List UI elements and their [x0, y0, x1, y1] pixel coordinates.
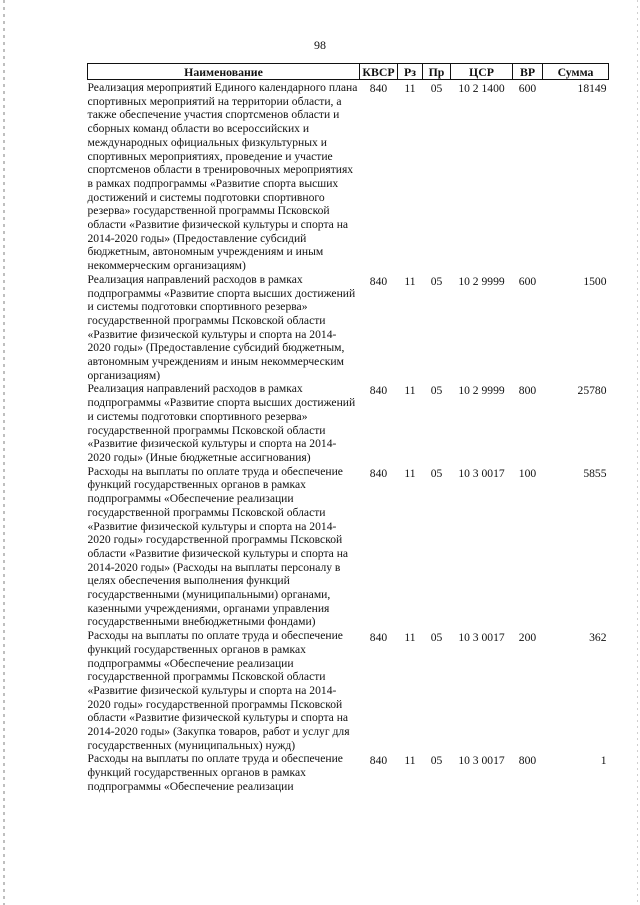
row-vr: 800 — [518, 754, 537, 768]
row-name — [88, 629, 360, 752]
row-pr: 05 — [430, 384, 443, 398]
row-name — [88, 80, 360, 273]
row-rz: 11 — [404, 754, 416, 768]
row-sum: 5855 — [583, 466, 607, 480]
table-row — [88, 752, 609, 793]
row-csr: 10 3 0017 — [458, 631, 505, 645]
header-row — [88, 64, 609, 80]
row-kvsr: 840 — [369, 82, 388, 95]
row-rz: 11 — [404, 274, 416, 288]
row-vr: 100 — [518, 466, 537, 480]
row-pr: 05 — [430, 274, 443, 288]
row-name — [88, 465, 360, 629]
row-name — [88, 273, 360, 383]
header-rz: Рз — [398, 64, 423, 80]
row-name — [88, 382, 360, 464]
row-vr: 800 — [518, 384, 537, 398]
row-name-text: Реализация направлений расходов в рамках подпрограммы «Развитие спорта высших достижений и системы подготовки спортивного резерва» государственной программы Псковской области «Развитие физической культуры и спорта на 2014-2020 годы» (Иные бюджетные ассигнования) — [87, 382, 356, 464]
row-sum: 25780 — [577, 384, 607, 398]
header-kvsr: КВСР — [360, 64, 398, 80]
row-csr: 10 2 9999 — [458, 384, 505, 398]
row-csr: 10 3 0017 — [458, 754, 505, 768]
scan-edge-left — [3, 0, 5, 905]
row-csr: 10 3 0017 — [458, 466, 505, 480]
row-rz: 11 — [404, 631, 416, 645]
row-pr: 05 — [430, 631, 443, 645]
table-header — [88, 64, 609, 80]
row-vr: 200 — [518, 631, 537, 645]
row-kvsr: 840 — [369, 274, 388, 288]
row-name-text: Реализация мероприятий Единого календарного плана спортивных мероприятий на территории области, а также обеспечение участия спортсменов области и сборных команд области во всероссийских и международных официальных физкультурных и спортивных мероприятиях, проведение и участие спортсменов области в тренировочных мероприятиях в рамках подпрограммы «Развитие спорта высших достижений и системы подготовки спортивного резерва» государственной программы Псковской области «Развитие физической культуры и спорта на 2014-2020 годы» (Предоставление субсидий бюджетным, автономным учреждениям и иным некоммерческим организациям) — [87, 81, 358, 273]
table-row — [88, 465, 609, 629]
page-number: 98 — [314, 38, 326, 52]
header-name: Наименование — [88, 64, 360, 80]
row-csr: 10 2 1400 — [458, 82, 505, 95]
row-rz: 11 — [404, 466, 416, 480]
header-pr: Пр — [423, 64, 451, 80]
table-row — [88, 273, 609, 383]
row-name-text: Расходы на выплаты по оплате труда и обеспечение функций государственных органов в рамках подпрограммы «Обеспечение реализации государственной программы Псковской области «Развитие физической культуры и спорта на 2014-2020 годы» государственной программы Псковской области «Развитие физической культуры и спорта на 2014-2020 годы» (Закупка товаров, работ и услуг для государственных (муниципальных) нужд) — [87, 629, 350, 752]
row-vr: 600 — [518, 82, 537, 95]
row-kvsr: 840 — [369, 384, 388, 398]
row-name-text: Расходы на выплаты по оплате труда и обеспечение функций государственных органов в рамках подпрограммы «Обеспечение реализации — [87, 752, 343, 793]
row-pr: 05 — [430, 82, 443, 95]
table-row — [88, 80, 609, 273]
row-name-text: Реализация направлений расходов в рамках подпрограммы «Развитие спорта высших достижений и системы подготовки спортивного резерва» государственной программы Псковской области «Развитие физической культуры и спорта на 2014-2020 годы» (Предоставление субсидий бюджетным, автономным учреждениям и иным некоммерческим организациям) — [87, 272, 356, 382]
row-rz: 11 — [404, 384, 416, 398]
row-name-text: Расходы на выплаты по оплате труда и обеспечение функций государственных органов в рамках подпрограммы «Обеспечение реализации государственной программы Псковской области «Развитие физической культуры и спорта на 2014-2020 годы» государственной программы Псковской области «Развитие физической культуры и спорта на 2014-2020 годы» (Расходы на выплаты персоналу в целях обеспечения выполнения функций государственными (муниципальными) органами, казенными учреждениями, органами управления государственными внебюджетными фондами) — [87, 464, 349, 629]
row-name — [88, 752, 360, 793]
row-pr: 05 — [430, 466, 443, 480]
table-row — [88, 629, 609, 752]
row-sum: 18149 — [577, 82, 607, 95]
header-sum: Сумма — [543, 64, 609, 80]
header-vr: ВР — [513, 64, 543, 80]
row-sum: 1500 — [583, 274, 607, 288]
row-rz: 11 — [404, 82, 416, 95]
row-csr: 10 2 9999 — [458, 274, 505, 288]
scan-edge-right — [637, 0, 638, 905]
table-body — [88, 80, 609, 794]
table-row — [88, 382, 609, 464]
header-csr: ЦСР — [451, 64, 513, 80]
budget-table — [87, 63, 609, 794]
row-kvsr: 840 — [369, 754, 388, 768]
row-pr: 05 — [430, 754, 443, 768]
row-kvsr: 840 — [369, 466, 388, 480]
row-vr: 600 — [518, 274, 537, 288]
row-sum: 1 — [600, 754, 607, 768]
row-kvsr: 840 — [369, 631, 388, 645]
row-sum: 362 — [589, 631, 607, 645]
